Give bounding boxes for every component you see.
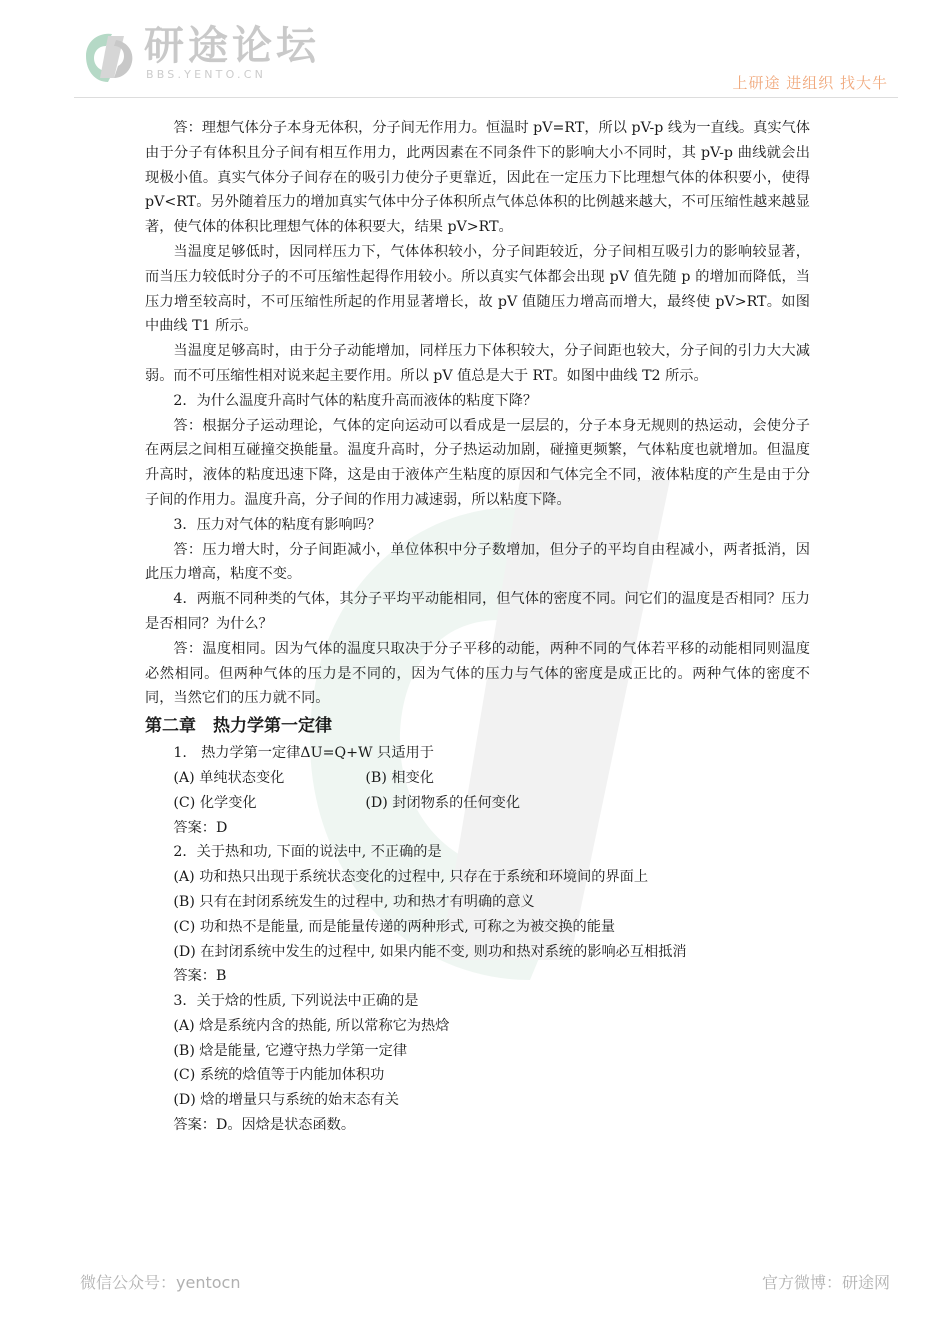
option: (D) 焓的增量只与系统的始末态有关 xyxy=(173,1092,399,1109)
answer-3: 答：压力增大时，分子间距减小，单位体积中分子数增加，但分子的平均自由程减小，两者抵消，因此压力增高，粘度不变。 xyxy=(145,541,810,583)
option: (A) 焓是系统内含的热能, 所以常称它为热焓 xyxy=(173,1017,450,1034)
mc-answer-3: 答案：D。因焓是状态函数。 xyxy=(173,1117,356,1134)
mc-question-2: 2．关于热和功, 下面的说法中, 不正确的是 xyxy=(173,844,442,861)
option: (A) 功和热只出现于系统状态变化的过程中, 只存在于系统和环境间的界面上 xyxy=(173,869,649,886)
mc-answer-2: 答案：B xyxy=(173,968,227,985)
mc-question-1-options-row-1 xyxy=(145,766,810,791)
mc-question-1: 1. 热力学第一定律ΔU=Q+W 只适用于 xyxy=(173,745,434,762)
question-4: 4．两瓶不同种类的气体，其分子平均平动能相同，但气体的密度不同。问它们的温度是否相同？压力是否相同？为什么？ xyxy=(145,591,810,632)
option: (B) 相变化 xyxy=(365,769,434,786)
mc-question-3: 3．关于焓的性质, 下列说法中正确的是 xyxy=(173,993,419,1010)
footer-wechat: 微信公众号：yentocn xyxy=(80,1273,241,1292)
question-2: 2．为什么温度升高时气体的粘度升高而液体的粘度下降？ xyxy=(173,392,538,409)
answer-4: 答：温度相同。因为气体的温度只取决于分子平移的动能，两种不同的气体若平移的动能相同则温度必然相同。但两种气体的压力是不同的，因为气体的压力与气体的密度是成正比的。两种气体的密度不同，当然它们的压力就不同。 xyxy=(145,640,810,707)
mc-answer-1: 答案：D xyxy=(173,819,228,836)
logo-subtitle: BBS.YENTO.CN xyxy=(146,68,267,81)
option: (D) 封闭物系的任何变化 xyxy=(365,794,521,811)
document-body xyxy=(145,116,810,1138)
option: (D) 在封闭系统中发生的过程中, 如果内能不变, 则功和热对系统的影响必互相抵消 xyxy=(173,943,687,960)
mc-question-1-options-row-2 xyxy=(145,791,810,816)
chapter-heading: 第二章 热力学第一定律 xyxy=(145,716,332,737)
answer-paragraph-3: 当温度足够高时，由于分子动能增加，同样压力下体积较大，分子间距也较大，分子间的引力大大减弱。而不可压缩性相对说来起主要作用。所以 pV 值总是大于 RT。如图中曲线 T2 所示。 xyxy=(145,343,810,384)
option: (B) 焓是能量, 它遵守热力学第一定律 xyxy=(173,1042,408,1059)
page-header xyxy=(0,0,950,100)
answer-paragraph-1: 答：理想气体分子本身无体积，分子间无作用力。恒温时 pV=RT，所以 pV-p 线为一直线。真实气体由于分子有体积且分子间有相互作用力，此两因素在不同条件下的影响大小不同时，其 pV-p 曲线就会出现极小值。真实气体分子间存在的吸引力使分子更靠近，因此在一定压力下比理想气体的体积要小，使得 pV<RT。另外随着压力的增加真实气体中分子体积所点气体总体积的比例越来越大，不可压缩性越来越显著，使气体的体积比理想气体的体积要大，结果 pV>RT。 xyxy=(145,120,810,236)
option: (C) 化学变化 xyxy=(173,794,257,811)
header-slogan: 上研途 进组织 找大牛 xyxy=(732,74,888,92)
option: (C) 功和热不是能量, 而是能量传递的两种形式, 可称之为被交换的能量 xyxy=(173,918,616,935)
question-3: 3．压力对气体的粘度有影响吗？ xyxy=(173,516,382,533)
answer-2: 答：根据分子运动理论，气体的定向运动可以看成是一层层的，分子本身无规则的热运动，会使分子在两层之间相互碰撞交换能量。温度升高时，分子热运动加剧，碰撞更频繁，气体粘度也就增加。但温度升高时，液体的粘度迅速下降，这是由于液体产生粘度的原因和气体完全不同，液体粘度的产生是由于分子间的作用力。温度升高，分子间的作用力减速弱，所以粘度下降。 xyxy=(145,417,810,508)
forum-logo-icon xyxy=(78,26,138,86)
option: (B) 只有在封闭系统发生的过程中, 功和热才有明确的意义 xyxy=(173,893,535,910)
option: (C) 系统的焓值等于内能加体积功 xyxy=(173,1067,385,1084)
logo-text: 研途论坛 xyxy=(144,23,320,69)
answer-paragraph-2: 当温度足够低时，因同样压力下，气体体积较小，分子间距较近，分子间相互吸引力的影响较显著，而当压力较低时分子的不可压缩性起得作用较小。所以真实气体都会出现 pV 值先随 p 的增加而降低，当压力增至较高时，不可压缩性所起的作用显著增长，故 pV 值随压力增高而增大，最终使 pV>RT。如图中曲线 T1 所示。 xyxy=(145,243,810,335)
header-divider xyxy=(74,97,898,98)
footer-weibo: 官方微博：研途网 xyxy=(761,1273,890,1292)
option: (A) 单纯状态变化 xyxy=(173,769,285,786)
